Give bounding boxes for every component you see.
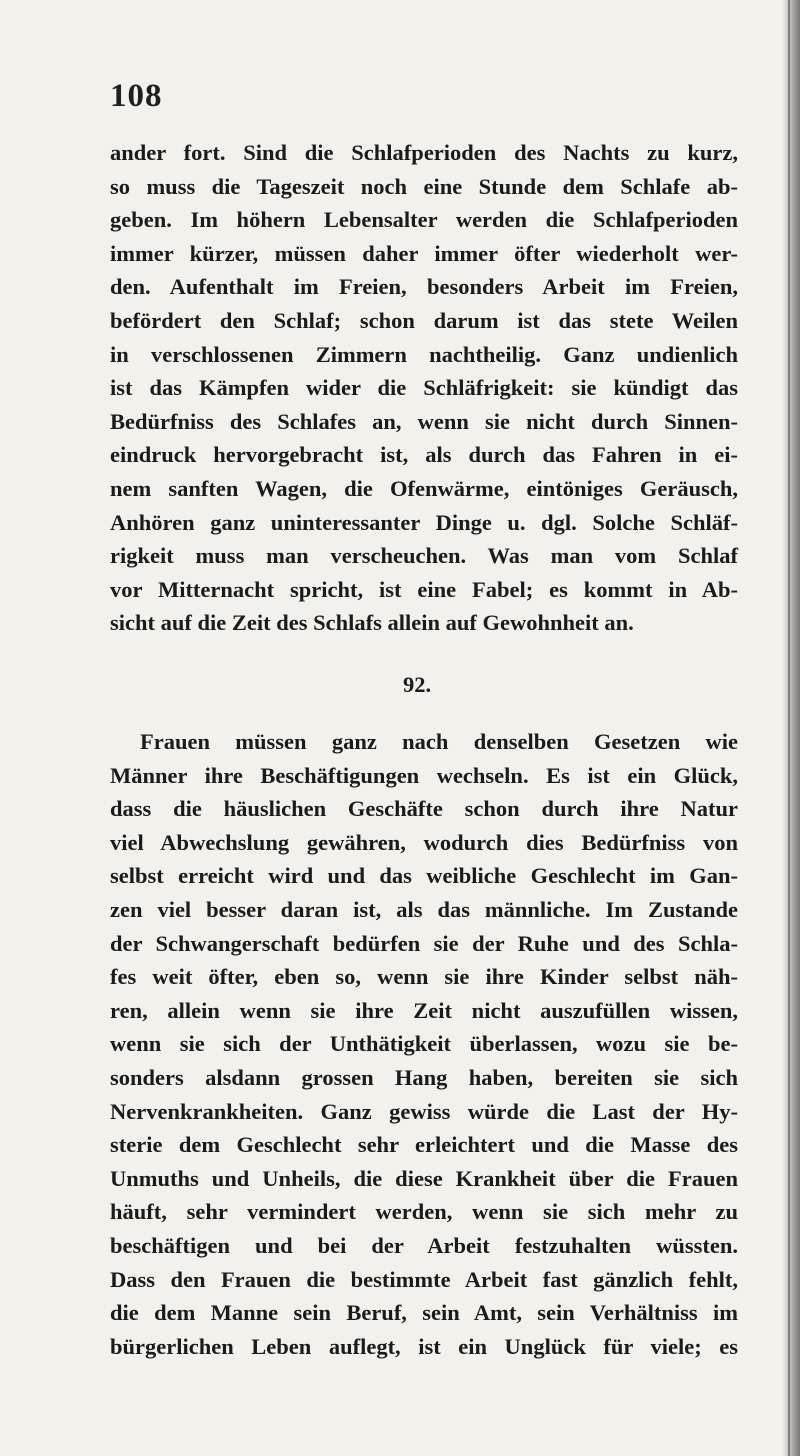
text-line: immer kürzer, müssen daher immer öfter wiederholt wer- [110, 240, 738, 266]
text-line: sicht auf die Zeit des Schlafs allein auf Gewohnheit an. [110, 610, 634, 636]
text-line: wenn sie sich der Unthätigkeit überlassen, wozu sie be- [110, 1031, 738, 1057]
text-line: Frauen müssen ganz nach denselben Gesetzen wie [140, 729, 738, 754]
page-edge-line [788, 0, 790, 1456]
text-line: ander fort. Sind die Schlafperioden des Nachts zu kurz, [110, 140, 738, 165]
text-line: Dass den Frauen die bestimmte Arbeit fast gänzlich fehlt, [110, 1266, 738, 1292]
text-line: viel Abwechslung gewähren, wodurch dies Bedürfniss von [110, 829, 738, 855]
text-line: fes weit öfter, eben so, wenn sie ihre Kinder selbst näh- [110, 964, 738, 990]
text-line: vor Mitternacht spricht, ist eine Fabel; es kommt in Ab- [110, 576, 738, 602]
text-line: den. Aufenthalt im Freien, besonders Arbeit im Freien, [110, 274, 738, 300]
text-line: ren, allein wenn sie ihre Zeit nicht auszufüllen wissen, [110, 997, 738, 1023]
text-line: häuft, sehr vermindert werden, wenn sie sich mehr zu [110, 1199, 738, 1225]
section-number: 92. [402, 672, 432, 697]
text-line: geben. Im höhern Lebensalter werden die Schlafperioden [110, 207, 738, 233]
text-line: Nervenkrankheiten. Ganz gewiss würde die Last der Hy- [110, 1098, 738, 1124]
text-line: befördert den Schlaf; schon darum ist das stete Weilen [110, 307, 738, 333]
page-edge-shadow [782, 0, 800, 1456]
text-line: zen viel besser daran ist, als das männliche. Im Zustande [110, 896, 738, 922]
text-line: rigkeit muss man verscheuchen. Was man vom Schlaf [110, 543, 738, 569]
text-line: eindruck hervorgebracht ist, als durch das Fahren in ei- [110, 442, 738, 468]
text-line: nem sanften Wagen, die Ofenwärme, eintöniges Geräusch, [110, 475, 738, 501]
text-line: sterie dem Geschlecht sehr erleichtert und die Masse des [110, 1132, 738, 1158]
paragraph-1 [110, 136, 738, 640]
text-line: bürgerlichen Leben auflegt, ist ein Unglück für viele; es [110, 1333, 738, 1359]
text-line: Bedürfniss des Schlafes an, wenn sie nicht durch Sinnen- [110, 408, 738, 434]
text-line: beschäftigen und bei der Arbeit festzuhalten wüssten. [110, 1232, 738, 1258]
paragraph-2 [110, 725, 738, 1363]
text-line: der Schwangerschaft bedürfen sie der Ruhe und des Schla- [110, 930, 738, 956]
text-line: Anhören ganz uninteressanter Dinge u. dgl. Solche Schläf- [110, 509, 738, 535]
text-line: Männer ihre Beschäftigungen wechseln. Es ist ein Glück, [110, 762, 738, 788]
text-line: selbst erreicht wird und das weibliche Geschlecht im Gan- [110, 863, 738, 889]
text-line: dass die häuslichen Geschäfte schon durch ihre Natur [110, 796, 738, 822]
page-number: 108 [110, 78, 163, 114]
text-line: die dem Manne sein Beruf, sein Amt, sein Verhältniss im [110, 1300, 738, 1326]
text-line: Unmuths und Unheils, die diese Krankheit über die Frauen [110, 1165, 738, 1191]
text-line: so muss die Tageszeit noch eine Stunde dem Schlafe ab- [110, 173, 738, 199]
text-line: in verschlossenen Zimmern nachtheilig. Ganz undienlich [110, 341, 738, 367]
text-line: sonders alsdann grossen Hang haben, bereiten sie sich [110, 1064, 738, 1090]
text-line: ist das Kämpfen wider die Schläfrigkeit: sie kündigt das [110, 375, 738, 401]
